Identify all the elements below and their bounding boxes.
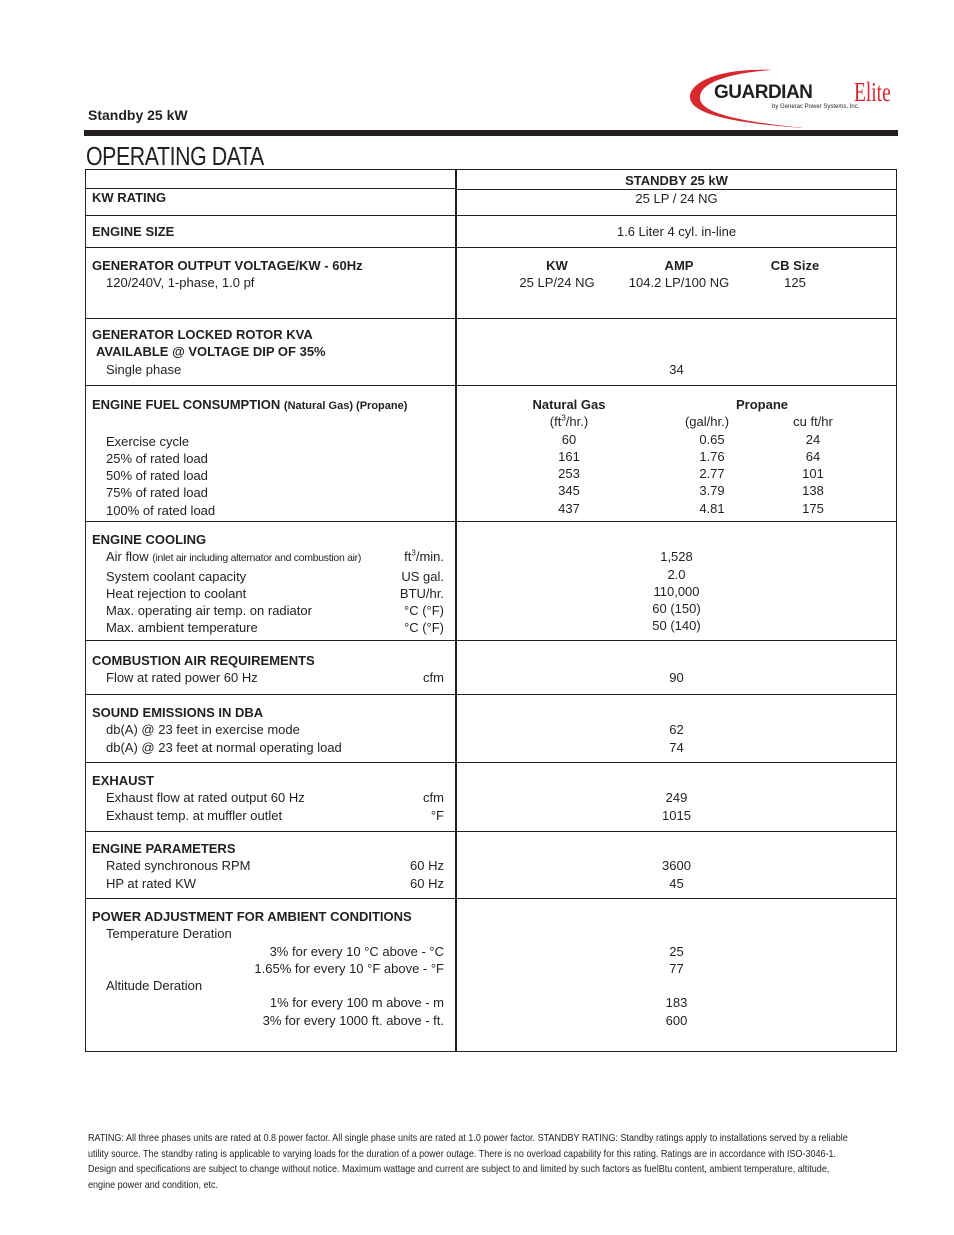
footnote-line: engine power and condition, etc.	[88, 1178, 219, 1191]
ng-value: 437	[558, 500, 580, 516]
unit-part: /min.	[415, 549, 444, 565]
lp-gal-value: 0.65	[699, 431, 725, 447]
engine-params-row-unit: 60 Hz	[410, 875, 444, 891]
cooling-row-unit: US gal.	[401, 568, 444, 584]
kw-value: 25 LP/24 NG	[519, 275, 595, 291]
cb-size-value: 125	[784, 275, 806, 291]
exhaust-row	[92, 807, 444, 824]
temp-deration-label: Temperature Deration	[106, 926, 232, 942]
cooling-row	[92, 585, 444, 602]
locked-rotor-label-1: GENERATOR LOCKED ROTOR KVA	[92, 327, 313, 342]
engine-params-row	[92, 875, 444, 892]
row-engine-cooling	[86, 522, 896, 641]
kw-rating-label: KW RATING	[92, 190, 167, 205]
engine-params-label-cell	[92, 840, 444, 892]
lp-cuft-value: 101	[802, 466, 824, 482]
fuel-label-cell	[92, 396, 444, 519]
footnote-line: utility source. The standby rating is applicable to varying loads for the duration of a power outage. There is no overload capability for this rating. Ratings are in accordance with ISO-3046-1.	[88, 1147, 837, 1160]
propane-cuft-unit: cu ft/hr	[793, 414, 833, 430]
exhaust-label-cell	[92, 772, 444, 824]
footnote-line: RATING: All three phases units are rated at 0.8 power factor. All single phase units are rated at 1.0 power factor. STANDBY RATING: Standby ratings apply to installations served by a reliable	[88, 1132, 848, 1144]
combustion-row	[92, 669, 444, 686]
cooling-row-label: Air flow	[106, 549, 149, 565]
row-engine-size	[86, 216, 896, 248]
propane-gal-unit: (gal/hr.)	[684, 414, 730, 430]
cooling-label-cell	[92, 531, 444, 637]
amp-value: 104.2 LP/100 NG	[628, 275, 730, 291]
lp-cuft-value: 24	[805, 431, 821, 447]
cooling-row-note: (inlet air including alternator and combustion air)	[152, 552, 362, 565]
lp-cuft-value: 138	[802, 483, 824, 499]
engine-params-row-unit: 60 Hz	[410, 858, 444, 874]
generator-output-label: GENERATOR OUTPUT VOLTAGE/KW - 60Hz	[92, 258, 363, 273]
natural-gas-header: Natural Gas	[532, 397, 606, 412]
brand-name: GUARDIAN	[714, 82, 813, 103]
engine-size-label: ENGINE SIZE	[92, 224, 175, 239]
exhaust-value: 249	[665, 790, 688, 806]
power-adj-label-cell	[92, 908, 444, 1029]
combustion-row-label: Flow at rated power 60 Hz	[106, 670, 258, 686]
row-combustion-air	[86, 641, 896, 695]
cooling-label: ENGINE COOLING	[92, 532, 207, 547]
unit-sup: 3	[561, 413, 566, 423]
footnote-line: Design and specifications are subject to change without notice. Maximum wattage and current are subject to and limited by such factors as fuelBtu content, ambient temperature, altitude,	[88, 1163, 830, 1175]
unit-sup: 3	[411, 548, 416, 558]
cooling-row	[92, 568, 444, 585]
exhaust-row	[92, 789, 444, 806]
lp-cuft-value: 175	[802, 500, 824, 516]
cooling-value: 2.0	[667, 566, 686, 582]
engine-params-values	[457, 857, 896, 892]
engine-params-row	[92, 857, 444, 874]
kw-header: KW	[546, 258, 568, 273]
alt-deration-row: 1% for every 100 m above - m	[269, 995, 444, 1011]
engine-params-label: ENGINE PARAMETERS	[92, 841, 236, 856]
kw-rating-value: 25 LP / 24 NG	[457, 189, 896, 207]
row-engine-parameters	[86, 832, 896, 899]
fuel-row-label: 25% of rated load	[106, 450, 208, 466]
exhaust-row-label: Exhaust flow at rated output 60 Hz	[106, 790, 305, 806]
brand-suffix: Elite	[854, 77, 891, 107]
lp-gal-value: 1.76	[699, 448, 725, 464]
sound-row-label: db(A) @ 23 feet in exercise mode	[106, 722, 300, 738]
locked-rotor-label-2: AVAILABLE @ VOLTAGE DIP OF 35%	[96, 344, 326, 360]
row-locked-rotor	[86, 319, 896, 386]
cooling-row-unit: °C (°F)	[404, 603, 444, 619]
engine-params-value: 45	[669, 875, 684, 891]
unit-part: (ft	[549, 414, 562, 430]
ng-value: 345	[558, 483, 580, 499]
fuel-row-label: Exercise cycle	[106, 433, 190, 449]
row-fuel-consumption	[86, 386, 896, 522]
engine-params-row-label: Rated synchronous RPM	[106, 858, 251, 874]
fuel-label-small: (Natural Gas) (Propane)	[283, 400, 408, 412]
fuel-values	[457, 396, 896, 517]
guardian-elite-logo	[684, 64, 914, 134]
unit-part: ft	[404, 549, 412, 565]
ng-value: 253	[558, 466, 580, 482]
cb-size-header: CB Size	[770, 258, 820, 273]
sound-value: 62	[669, 722, 684, 738]
locked-rotor-label-cell	[92, 326, 444, 378]
fuel-row-label: 50% of rated load	[106, 468, 208, 484]
cooling-row-label: System coolant capacity	[106, 568, 247, 584]
cooling-row-label: Heat rejection to coolant	[106, 585, 247, 601]
combustion-label: COMBUSTION AIR REQUIREMENTS	[92, 653, 315, 668]
row-generator-output	[86, 248, 896, 319]
power-adj-values	[457, 943, 896, 1029]
generator-output-label-cell	[92, 257, 444, 292]
combustion-label-cell	[92, 652, 444, 687]
document-subtitle: Standby 25 kW	[88, 107, 188, 123]
cooling-row-unit: °C (°F)	[404, 620, 444, 636]
cooling-row	[92, 619, 444, 636]
locked-rotor-sub: Single phase	[106, 361, 182, 377]
cooling-values	[457, 548, 896, 634]
generator-output-values	[457, 257, 896, 292]
sound-row-label: db(A) @ 23 feet at normal operating load	[106, 739, 342, 755]
combustion-row-unit: cfm	[423, 670, 444, 686]
locked-rotor-value: 34	[669, 361, 684, 377]
cooling-row-label: Max. ambient temperature	[106, 620, 258, 636]
cooling-row	[92, 548, 444, 567]
sound-label-cell	[92, 704, 444, 756]
lp-gal-value: 3.79	[699, 483, 725, 499]
cooling-row-unit: BTU/hr.	[399, 585, 444, 601]
brand-tagline: by Generac Power Systems, Inc.	[772, 104, 860, 110]
fuel-row-label: 100% of rated load	[106, 502, 216, 518]
cooling-value: 110,000	[653, 583, 700, 599]
ng-value: 60	[561, 431, 577, 447]
operating-data-table	[85, 169, 897, 1052]
exhaust-values	[457, 789, 896, 824]
engine-params-row-label: HP at rated KW	[106, 875, 197, 891]
exhaust-row-label: Exhaust temp. at muffler outlet	[106, 807, 283, 823]
amp-header: AMP	[664, 258, 694, 273]
ng-value: 161	[558, 448, 580, 464]
engine-size-value: 1.6 Liter 4 cyl. in-line	[616, 224, 737, 239]
lp-gal-value: 4.81	[699, 500, 725, 516]
lp-gal-value: 2.77	[699, 466, 725, 482]
page-title: OPERATING DATA	[86, 141, 264, 171]
cooling-row	[92, 602, 444, 619]
exhaust-row-unit: °F	[430, 807, 444, 823]
cooling-value: 1,528	[660, 549, 693, 565]
sound-label: SOUND EMISSIONS IN DBA	[92, 705, 264, 720]
sound-values	[457, 721, 896, 756]
fuel-label: ENGINE FUEL CONSUMPTION	[92, 397, 281, 412]
exhaust-row-unit: cfm	[423, 790, 444, 806]
column-header: STANDBY 25 kW	[625, 173, 728, 188]
row-exhaust	[86, 763, 896, 832]
row-sound-emissions	[86, 695, 896, 763]
temp-deration-value: 77	[669, 960, 684, 976]
lp-cuft-value: 64	[805, 448, 821, 464]
rating-footnote	[88, 1131, 900, 1193]
temp-deration-row: 3% for every 10 °C above - °C	[269, 943, 444, 959]
cooling-row-label: Max. operating air temp. on radiator	[106, 603, 312, 619]
sound-value: 74	[669, 739, 684, 755]
temp-deration-value: 25	[669, 943, 684, 959]
column-header-cell	[457, 172, 896, 208]
alt-deration-value: 600	[665, 1012, 688, 1028]
alt-deration-label: Altitude Deration	[106, 978, 203, 994]
generator-output-sub: 120/240V, 1-phase, 1.0 pf	[106, 275, 255, 291]
exhaust-label: EXHAUST	[92, 773, 155, 788]
unit-part: /hr.)	[565, 414, 589, 430]
row-power-adjustment	[86, 899, 896, 1051]
header-rule	[84, 130, 898, 136]
exhaust-value: 1015	[662, 807, 691, 823]
cooling-value: 60 (150)	[652, 601, 701, 617]
fuel-row-label: 75% of rated load	[106, 485, 208, 501]
alt-deration-value: 183	[665, 995, 688, 1011]
combustion-value: 90	[669, 670, 684, 686]
engine-params-value: 3600	[662, 858, 691, 874]
cooling-row-unit	[404, 548, 444, 567]
natural-gas-unit	[550, 413, 588, 430]
power-adj-label: POWER ADJUSTMENT FOR AMBIENT CONDITIONS	[92, 909, 412, 924]
cooling-value: 50 (140)	[652, 618, 701, 634]
alt-deration-row: 3% for every 1000 ft. above - ft.	[262, 1012, 444, 1028]
row-kw-rating	[86, 170, 896, 216]
temp-deration-row: 1.65% for every 10 °F above - °F	[254, 960, 444, 976]
propane-header: Propane	[735, 397, 789, 412]
